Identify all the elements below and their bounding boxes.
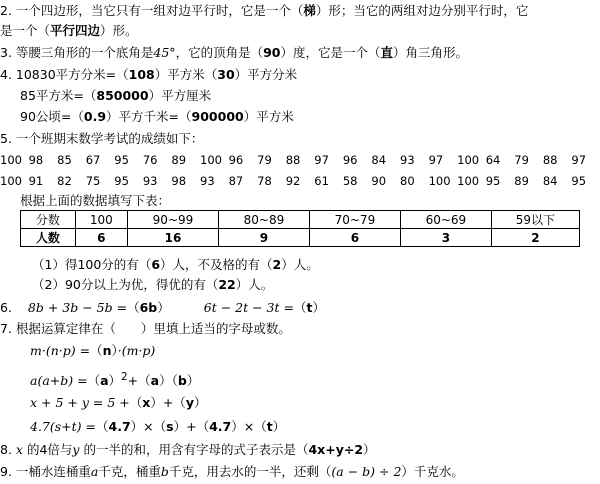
table-caption: 根据上面的数据填写下表： xyxy=(20,193,171,208)
q6-text: =（ xyxy=(279,300,307,315)
q6-answer-2: t xyxy=(306,300,313,315)
q2-text: ）形。 xyxy=(100,23,138,38)
q5-answer-3: 22 xyxy=(218,277,236,292)
q7-text: ）×（ xyxy=(231,419,267,434)
score-value: 75 xyxy=(85,174,101,188)
score-value: 79 xyxy=(257,153,272,167)
q7-text: ） xyxy=(111,343,118,358)
q5-text: ）人。 xyxy=(235,277,274,292)
q9-text: 千克，用去水的一半，还剩（ xyxy=(168,464,332,479)
score-value: 88 xyxy=(542,153,558,167)
q7-expression: ·(m·p) xyxy=(117,343,156,358)
q7-text: +（ xyxy=(127,373,151,389)
q6-expression-1: 8b + 3b − 5b xyxy=(27,300,113,315)
q7-text: =（ xyxy=(73,373,101,389)
score-value: 82 xyxy=(57,174,72,188)
q7-text: ）（ xyxy=(159,373,178,389)
q7-text: ） xyxy=(272,419,286,434)
q3-text: ，它的顶角是（ xyxy=(175,45,264,60)
q7-text: =（ xyxy=(75,343,103,358)
q7-answer: s xyxy=(166,419,174,434)
q4-text: ）平方分米 xyxy=(234,67,298,82)
student-count-cell: 人数 xyxy=(21,229,76,247)
q9-answer-expression: (a − b) ÷ 2 xyxy=(331,464,402,479)
score-value: 95 xyxy=(114,174,129,188)
q4-text: ）平方千米=（ xyxy=(106,109,192,124)
q7-answer: a xyxy=(150,373,160,389)
q2-line1 xyxy=(0,2,528,20)
score-range-cell: 分数 xyxy=(21,211,76,229)
score-value: 100 xyxy=(200,153,222,167)
score-value: 93 xyxy=(200,174,215,188)
q3-answer-2: 直 xyxy=(380,45,394,60)
score-value: 87 xyxy=(228,174,244,188)
q2-text: 2. 一个四边形，当它只有一组对边平行时，它是一个（ xyxy=(0,3,304,18)
q4-text: 85平方米=（ xyxy=(20,88,97,103)
score-value: 95 xyxy=(571,174,587,188)
q4-text: ）平方米（ xyxy=(154,67,218,82)
score-value: 90 xyxy=(371,174,387,188)
score-value: 97 xyxy=(571,153,587,167)
score-value: 96 xyxy=(342,153,358,167)
q5-text: ）人，不及格的有（ xyxy=(160,257,273,272)
q7-text: ）+（ xyxy=(173,419,210,434)
q9-line xyxy=(0,463,464,481)
q8-variable-x: x xyxy=(15,442,23,457)
q5-text: （1）得100分的有（ xyxy=(32,257,152,272)
score-value: 64 xyxy=(485,153,501,167)
q7-expression: x + 5 + y = 5 + xyxy=(30,395,130,410)
q7-answer: b xyxy=(177,373,187,389)
q6-text: =（ xyxy=(112,300,140,315)
q5-text: ）人。 xyxy=(281,257,319,272)
q5-intro: 5. 一个班期末数学考试的成绩如下： xyxy=(0,131,204,146)
q6-text: ） xyxy=(312,300,325,315)
score-value: 93 xyxy=(142,174,158,188)
q2-text: ）形；当它的两组对边分别平行时，它 xyxy=(315,3,529,18)
q4-answer-3: 850000 xyxy=(96,88,149,103)
score-value: 85 xyxy=(57,153,72,167)
q5-answer-2: 2 xyxy=(272,257,282,272)
score-table-header-row xyxy=(21,211,580,229)
q3-text: ）角三角形。 xyxy=(393,45,469,60)
q8-line xyxy=(0,441,376,459)
q7-line2 xyxy=(30,368,199,390)
q4-text: 90公顷=（ xyxy=(20,109,84,124)
score-value: 98 xyxy=(171,174,187,188)
q7-answer: x xyxy=(142,395,151,410)
q4-answer-4: 0.9 xyxy=(83,109,107,124)
q4-answer-1: 108 xyxy=(128,67,155,82)
score-value: 91 xyxy=(28,174,44,188)
score-value: 58 xyxy=(342,174,358,188)
score-value: 84 xyxy=(371,153,387,167)
q7-answer: y xyxy=(185,395,194,410)
score-value: 76 xyxy=(142,153,158,167)
score-value: 89 xyxy=(514,174,529,188)
score-value: 84 xyxy=(542,174,558,188)
score-value: 67 xyxy=(85,153,101,167)
q6-number: 6. xyxy=(0,300,12,315)
q7-exponent: 2 xyxy=(121,371,128,383)
q9-variable-a: a xyxy=(90,464,99,479)
score-value: 98 xyxy=(28,153,44,167)
q7-answer: t xyxy=(266,419,273,434)
score-range-cell: 80~89 xyxy=(218,211,309,229)
q4-row1 xyxy=(0,66,297,84)
q4-row3 xyxy=(20,108,294,126)
q7-text: ）+（ xyxy=(150,395,186,410)
q7-text: ）×（ xyxy=(130,419,167,434)
q8-text: ） xyxy=(363,442,376,457)
q3-answer-1: 90 xyxy=(263,45,281,60)
q3-angle: 45° xyxy=(153,45,176,60)
q7-intro: 7. 根据运算定律在（ ）里填上适当的字母或数。 xyxy=(0,321,291,336)
student-count-cell: 6 xyxy=(309,229,400,247)
q5-sub2 xyxy=(32,276,273,294)
score-value: 92 xyxy=(285,174,301,188)
q4-text: ）平方米 xyxy=(243,109,294,124)
student-count-cell: 3 xyxy=(400,229,491,247)
score-value: 100 xyxy=(428,174,451,188)
q5-sub1 xyxy=(32,256,319,274)
score-range-cell: 59以下 xyxy=(491,211,579,229)
score-range-cell: 60~69 xyxy=(400,211,491,229)
score-value: 95 xyxy=(114,153,129,167)
score-value: 61 xyxy=(314,174,329,188)
score-value: 96 xyxy=(228,153,244,167)
q7-text: ） xyxy=(193,395,207,410)
q8-text: 的4倍与 xyxy=(22,442,73,457)
q7-line3 xyxy=(30,394,206,412)
q9-variable-b: b xyxy=(160,464,169,479)
q8-number: 8. xyxy=(0,442,12,457)
q3-text: 3. 等腰三角形的一个底角是 xyxy=(0,45,154,60)
q4-answer-5: 900000 xyxy=(191,109,244,124)
score-table xyxy=(20,210,580,247)
q6-text: ） xyxy=(157,300,170,315)
score-range-cell: 70~79 xyxy=(309,211,400,229)
score-value: 100 xyxy=(0,153,22,167)
q8-variable-y: y xyxy=(72,442,80,457)
q4-answer-2: 30 xyxy=(217,67,235,82)
q3-text: ）度，它是一个（ xyxy=(280,45,381,60)
score-value: 79 xyxy=(514,153,529,167)
q7-expression: 4.7(s+t) xyxy=(30,419,82,434)
q2-text: 是一个（ xyxy=(0,23,51,38)
q7-answer: n xyxy=(102,343,112,358)
q7-text: （ xyxy=(129,395,143,410)
q2-line2 xyxy=(0,22,138,40)
score-range-cell: 100 xyxy=(75,211,127,229)
score-value: 95 xyxy=(485,174,501,188)
score-table-count-row xyxy=(21,229,580,247)
q4-text: 4. 10830平方分米=（ xyxy=(0,67,129,82)
q2-answer-1: 梯 xyxy=(303,3,316,18)
q7-line1 xyxy=(30,342,155,360)
q5-text: （2）90分以上为优，得优的有（ xyxy=(32,277,219,292)
q6-expression-2: 6t − 2t − 3t xyxy=(203,300,280,315)
q6-line xyxy=(0,299,325,317)
q5-answer-1: 6 xyxy=(151,257,161,272)
score-value: 89 xyxy=(171,153,187,167)
student-count-cell: 9 xyxy=(218,229,309,247)
student-count-cell: 6 xyxy=(75,229,127,247)
q9-text: 9. 一桶水连桶重 xyxy=(0,464,91,479)
score-value: 93 xyxy=(400,153,415,167)
q2-answer-2: 平行四边 xyxy=(50,23,101,38)
q7-answer: 4.7 xyxy=(209,419,232,434)
q7-line4 xyxy=(30,418,285,436)
q7-expression: m·(n·p) xyxy=(30,343,76,358)
q3-line xyxy=(0,44,468,62)
score-value: 78 xyxy=(257,174,272,188)
q7-text: ） xyxy=(186,373,200,389)
q9-text: ）千克水。 xyxy=(401,464,464,479)
q7-text: =（ xyxy=(81,419,109,434)
q6-answer-1: 6b xyxy=(139,300,158,315)
score-value: 97 xyxy=(428,153,444,167)
q7-text: ） xyxy=(108,373,122,389)
q8-text: 的一半的和，用含有字母的式子表示是（ xyxy=(79,442,309,457)
score-range-cell: 90~99 xyxy=(127,211,218,229)
q8-answer: 4x+y÷2 xyxy=(308,442,364,457)
score-value: 97 xyxy=(314,153,329,167)
q7-answer: 4.7 xyxy=(108,419,131,434)
q7-expression: a(a+b) xyxy=(30,373,74,389)
q9-text: 千克，桶重 xyxy=(98,464,161,479)
score-value: 80 xyxy=(400,174,415,188)
score-value: 88 xyxy=(285,153,301,167)
q4-text: ）平方厘米 xyxy=(148,88,212,103)
student-count-cell: 16 xyxy=(127,229,218,247)
score-value: 100 xyxy=(457,174,480,188)
q7-answer: a xyxy=(100,373,109,389)
q4-row2 xyxy=(20,87,211,105)
score-value: 100 xyxy=(0,174,22,188)
score-value: 100 xyxy=(457,153,480,167)
student-count-cell: 2 xyxy=(491,229,579,247)
